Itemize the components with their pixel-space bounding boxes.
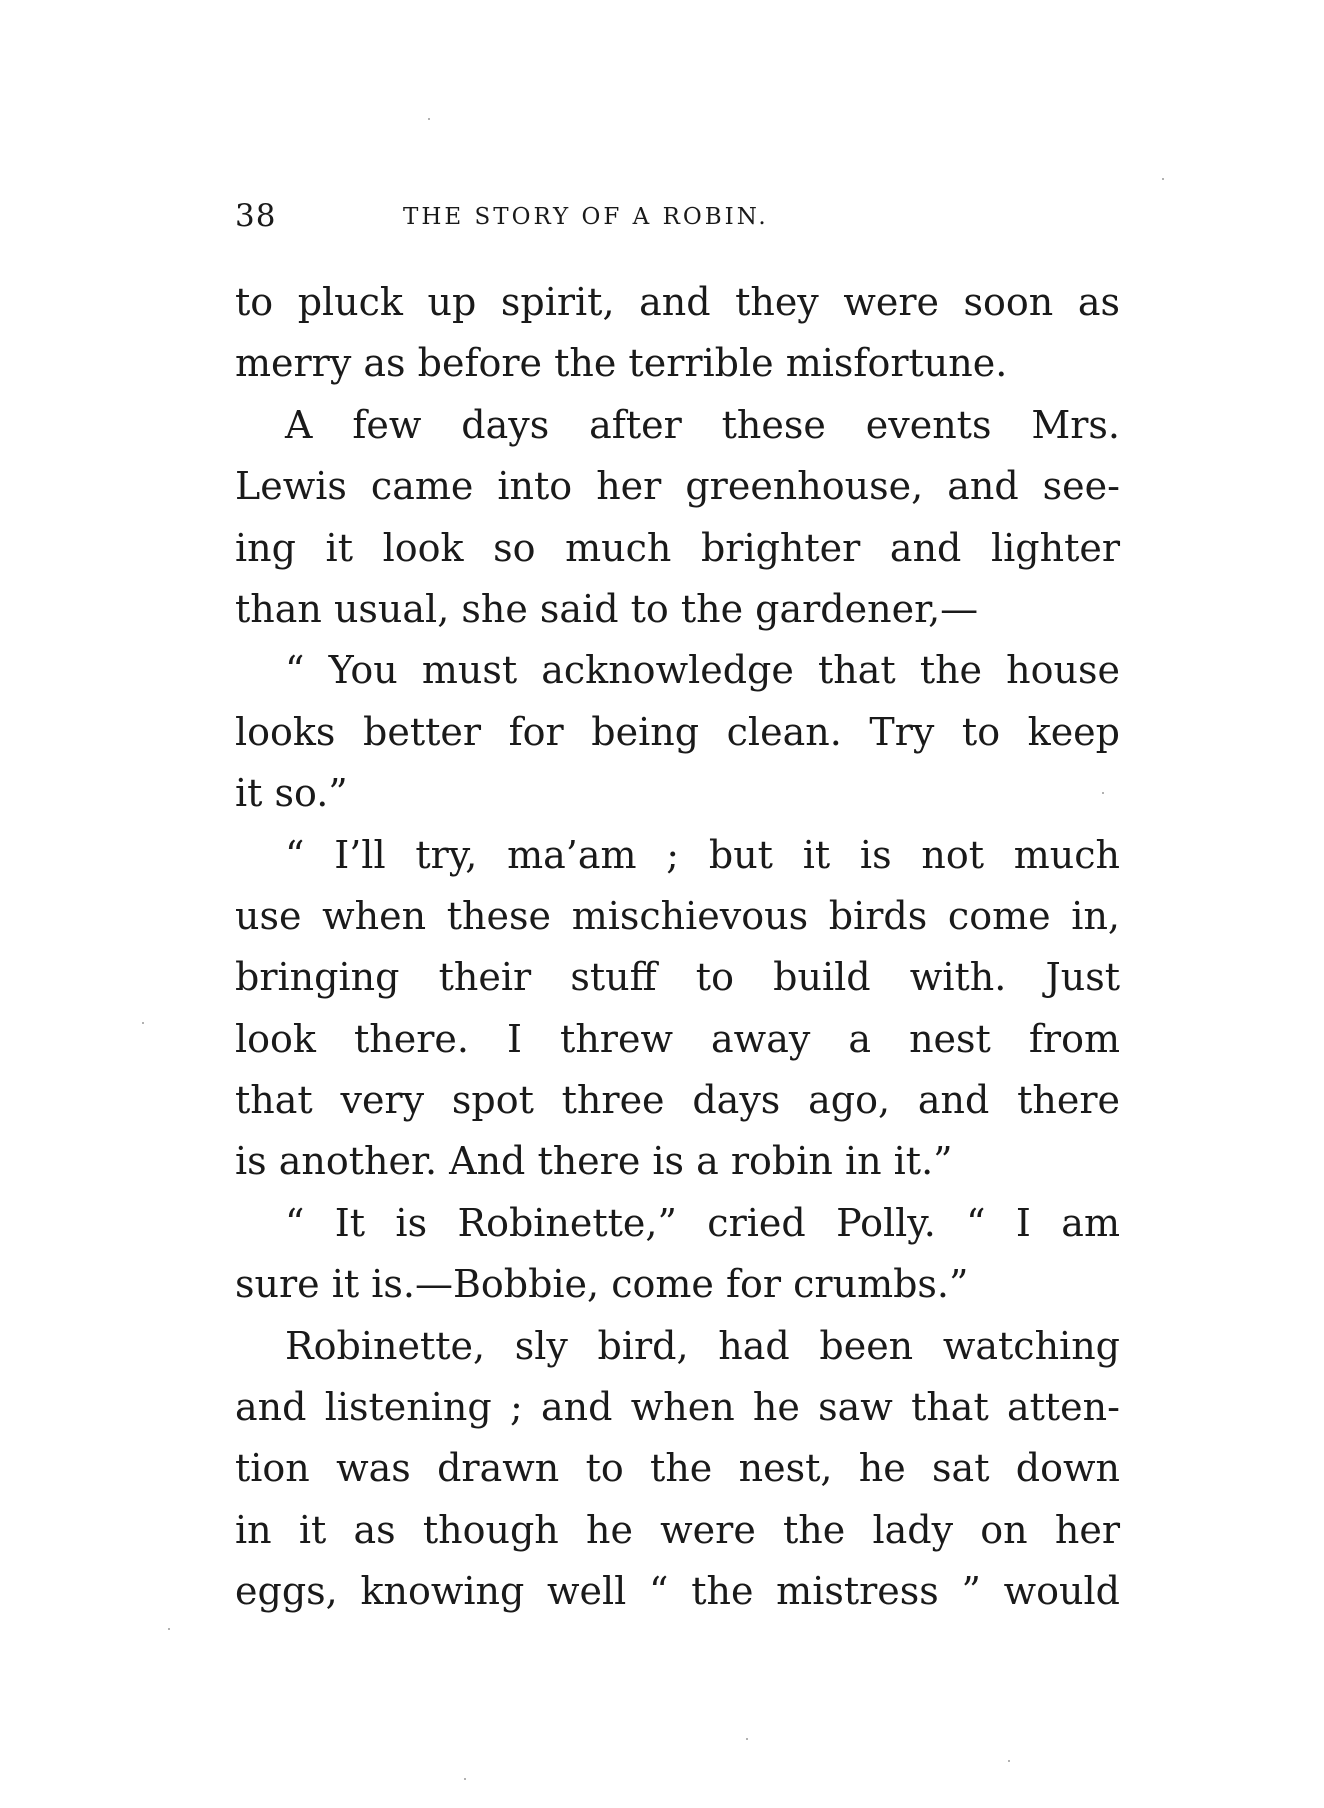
text-line: Robinette, sly bird, had been watching xyxy=(285,1323,1120,1368)
text-line: tion was drawn to the nest, he sat down xyxy=(235,1446,1120,1491)
text-line: use when these mischievous birds come in, xyxy=(235,893,1120,938)
text-line: Lewis came into her greenhouse, and see- xyxy=(235,464,1120,509)
text-line: than usual, she said to the gardener,— xyxy=(235,586,979,631)
paper-speck xyxy=(746,1738,748,1740)
text-line: and listening ; and when he saw that atten- xyxy=(235,1385,1120,1430)
text-line: looks better for being clean. Try to keep xyxy=(235,709,1120,754)
paper-speck xyxy=(168,1628,170,1630)
paragraph-4 xyxy=(235,825,1120,1193)
text-line: look there. I threw away a nest from xyxy=(235,1016,1120,1061)
paragraph-3 xyxy=(235,640,1120,824)
text-line: ing it look so much brighter and lighter xyxy=(235,525,1120,570)
paper-speck xyxy=(142,1022,144,1024)
body-text xyxy=(235,272,1120,1623)
paper-speck xyxy=(1162,178,1164,180)
running-title: THE STORY OF A ROBIN. xyxy=(403,204,769,230)
text-line: A few days after these events Mrs. xyxy=(285,402,1120,447)
text-line: it so.” xyxy=(235,771,348,816)
text-line: that very spot three days ago, and there xyxy=(235,1078,1120,1123)
paragraph-1 xyxy=(235,272,1120,395)
text-line: “ It is Robinette,” cried Polly. “ I am xyxy=(285,1200,1120,1245)
paper-speck xyxy=(1008,1760,1010,1762)
text-line: merry as before the terrible misfortune. xyxy=(235,341,1008,386)
paragraph-5 xyxy=(235,1193,1120,1316)
text-line: “ You must acknowledge that the house xyxy=(285,648,1120,693)
text-line: “ I’ll try, ma’am ; but it is not much xyxy=(285,832,1120,877)
paper-speck xyxy=(464,1778,466,1780)
text-line: eggs, knowing well “ the mistress ” would xyxy=(235,1569,1120,1614)
paper-speck xyxy=(1102,792,1104,794)
text-line: to pluck up spirit, and they were soon as xyxy=(235,280,1120,324)
running-head xyxy=(235,198,1120,238)
paragraph-6 xyxy=(235,1316,1120,1623)
text-line: is another. And there is a robin in it.” xyxy=(235,1139,953,1184)
text-line: bringing their stuff to build with. Just xyxy=(235,955,1120,1000)
text-line: sure it is.—Bobbie, come for crumbs.” xyxy=(235,1262,969,1307)
page-number: 38 xyxy=(235,198,277,234)
text-line: in it as though he were the lady on her xyxy=(235,1507,1120,1552)
paragraph-2 xyxy=(235,395,1120,641)
paper-speck xyxy=(428,118,430,120)
